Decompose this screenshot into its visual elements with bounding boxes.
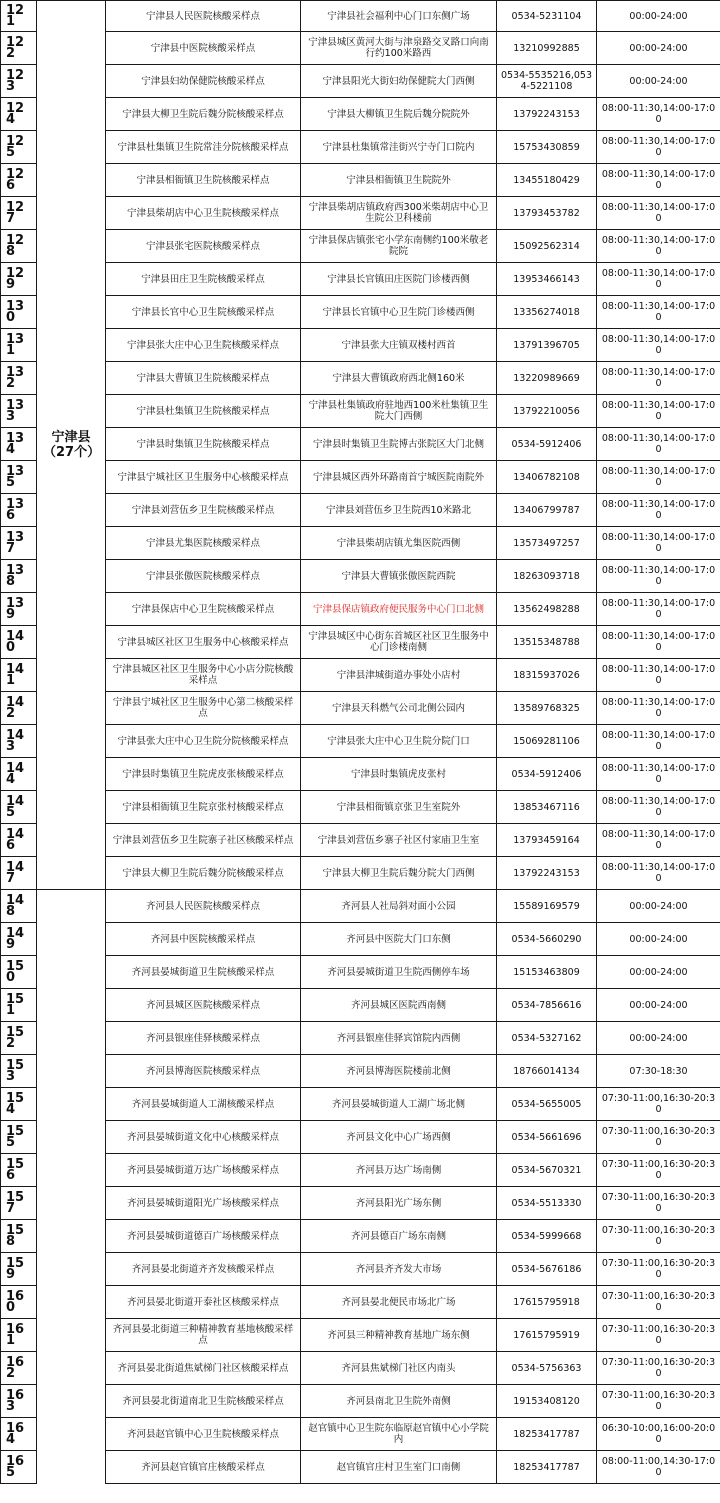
contact-phone: 15092562314 [497,230,597,263]
service-hours: 07:30-11:00,16:30-20:30 [597,1088,720,1121]
service-hours: 08:00-11:30,14:00-17:00 [597,362,720,395]
site-name: 宁津县张大庄中心卫生院分院核酸采样点 [106,725,301,758]
site-address: 齐河县万达广场南侧 [301,1154,497,1187]
table-row [1,494,720,527]
site-name: 宁津县田庄卫生院核酸采样点 [106,263,301,296]
row-number: 143 [1,725,37,758]
table-row [1,329,720,362]
site-name: 宁津县中医院核酸采样点 [106,32,301,65]
row-number: 152 [1,1022,37,1055]
row-number: 129 [1,263,37,296]
service-hours: 08:00-11:30,14:00-17:00 [597,593,720,626]
row-number: 142 [1,692,37,725]
contact-phone: 0534-5327162 [497,1022,597,1055]
service-hours: 07:30-11:00,16:30-20:30 [597,1220,720,1253]
contact-phone: 13793453782 [497,197,597,230]
site-address: 齐河县城区医院西南侧 [301,989,497,1022]
table-row [1,1319,720,1352]
site-name: 宁津县时集镇卫生院核酸采样点 [106,428,301,461]
county-cell-empty [37,923,106,956]
contact-phone: 13515348788 [497,626,597,659]
contact-phone: 18253417787 [497,1418,597,1451]
site-address: 宁津县张大庄镇双楼村西首 [301,329,497,362]
county-cell-empty [37,1451,106,1484]
county-cell-empty [37,989,106,1022]
site-address: 宁津县柴胡店镇政府西300米柴胡店中心卫生院公卫科楼前 [301,197,497,230]
table-row [1,263,720,296]
county-cell-empty [37,1187,106,1220]
service-hours: 08:00-11:30,14:00-17:00 [597,197,720,230]
site-address: 宁津县城区西外环路南首宁城医院南院外 [301,461,497,494]
county-cell-empty [37,1055,106,1088]
contact-phone: 13455180429 [497,164,597,197]
contact-phone: 18766014134 [497,1055,597,1088]
contact-phone: 0534-5912406 [497,428,597,461]
site-address: 宁津县津城街道办事处小店村 [301,659,497,692]
table-row [1,1187,720,1220]
table-row [1,461,720,494]
contact-phone: 13562498288 [497,593,597,626]
contact-phone: 0534-5535216,0534-5221108 [497,65,597,98]
site-name: 宁津县城区社区卫生服务中心小店分院核酸采样点 [106,659,301,692]
site-address: 宁津县阳光大街妇幼保健院大门西侧 [301,65,497,98]
service-hours: 00:00-24:00 [597,65,720,98]
site-name: 宁津县杜集镇卫生院常洼分院核酸采样点 [106,131,301,164]
contact-phone: 13953466143 [497,263,597,296]
county-cell-empty [37,1286,106,1319]
county-cell-empty [37,956,106,989]
site-name: 齐河县晏北街道三种精神教育基地核酸采样点 [106,1319,301,1352]
site-address: 宁津县时集镇卫生院博古张院区大门北侧 [301,428,497,461]
service-hours: 08:00-11:30,14:00-17:00 [597,659,720,692]
service-hours: 00:00-24:00 [597,1022,720,1055]
table-row [1,230,720,263]
table-row [1,1253,720,1286]
contact-phone: 18263093718 [497,560,597,593]
service-hours: 08:00-11:00,14:30-17:00 [597,1451,720,1484]
service-hours: 08:00-11:30,14:00-17:00 [597,527,720,560]
table-row [1,164,720,197]
site-address: 齐河县晏北便民市场北广场 [301,1286,497,1319]
contact-phone: 15589169579 [497,890,597,923]
site-name: 齐河县赵官镇官庄核酸采样点 [106,1451,301,1484]
service-hours: 08:00-11:30,14:00-17:00 [597,296,720,329]
site-name: 齐河县晏城街道文化中心核酸采样点 [106,1121,301,1154]
contact-phone: 18253417787 [497,1451,597,1484]
service-hours: 07:30-11:00,16:30-20:30 [597,1286,720,1319]
site-name: 齐河县晏城街道卫生院核酸采样点 [106,956,301,989]
service-hours: 06:30-10:00,16:00-20:00 [597,1418,720,1451]
site-name: 宁津县张宅医院核酸采样点 [106,230,301,263]
table-row [1,1286,720,1319]
site-address: 宁津县城区黄河大街与津泉路交叉路口向南行约100米路西 [301,32,497,65]
contact-phone: 0534-5231104 [497,1,597,32]
table-row [1,725,720,758]
site-address: 齐河县三种精神教育基地广场东侧 [301,1319,497,1352]
row-number: 145 [1,791,37,824]
site-address: 宁津县大曹镇张傲医院西院 [301,560,497,593]
contact-phone: 0534-5660290 [497,923,597,956]
table-row [1,1352,720,1385]
site-name: 宁津县大曹镇卫生院核酸采样点 [106,362,301,395]
service-hours: 00:00-24:00 [597,956,720,989]
table-row [1,791,720,824]
contact-phone: 13853467116 [497,791,597,824]
site-name: 齐河县赵官镇中心卫生院核酸采样点 [106,1418,301,1451]
row-number: 153 [1,1055,37,1088]
service-hours: 08:00-11:30,14:00-17:00 [597,98,720,131]
service-hours: 08:00-11:30,14:00-17:00 [597,692,720,725]
row-number: 148 [1,890,37,923]
site-address: 宁津县张大庄中心卫生院分院门口 [301,725,497,758]
service-hours: 07:30-11:00,16:30-20:30 [597,1253,720,1286]
table-row [1,923,720,956]
site-name: 宁津县刘营伍乡卫生院核酸采样点 [106,494,301,527]
row-number: 130 [1,296,37,329]
contact-phone: 17615795918 [497,1286,597,1319]
row-number: 156 [1,1154,37,1187]
table-row [1,956,720,989]
row-number: 154 [1,1088,37,1121]
contact-phone: 13589768325 [497,692,597,725]
service-hours: 08:00-11:30,14:00-17:00 [597,428,720,461]
table-row [1,1022,720,1055]
county-cell-empty [37,1022,106,1055]
contact-phone: 0534-5670321 [497,1154,597,1187]
county-cell-empty [37,890,106,923]
site-address: 宁津县相衙镇京张卫生室院外 [301,791,497,824]
row-number: 124 [1,98,37,131]
row-number: 140 [1,626,37,659]
site-address: 赵官镇官庄村卫生室门口南侧 [301,1451,497,1484]
service-hours: 08:00-11:30,14:00-17:00 [597,494,720,527]
contact-phone: 13791396705 [497,329,597,362]
contact-phone: 15069281106 [497,725,597,758]
row-number: 149 [1,923,37,956]
service-hours: 00:00-24:00 [597,890,720,923]
site-name: 齐河县晏北街道焦斌梯门社区核酸采样点 [106,1352,301,1385]
site-name: 宁津县大柳卫生院后魏分院核酸采样点 [106,98,301,131]
row-number: 135 [1,461,37,494]
site-name: 宁津县张傲医院核酸采样点 [106,560,301,593]
site-address: 齐河县南北卫生院外南侧 [301,1385,497,1418]
table-row [1,197,720,230]
site-address: 宁津县大柳卫生院后魏分院大门西侧 [301,857,497,890]
row-number: 138 [1,560,37,593]
row-number: 161 [1,1319,37,1352]
row-number: 122 [1,32,37,65]
site-address: 宁津县杜集镇政府驻地西100米杜集镇卫生院大门西侧 [301,395,497,428]
site-address: 宁津县长官镇中心卫生院门诊楼西侧 [301,296,497,329]
table-row [1,65,720,98]
service-hours: 07:30-11:00,16:30-20:30 [597,1352,720,1385]
site-name: 宁津县城区社区卫生服务中心核酸采样点 [106,626,301,659]
table-row [1,428,720,461]
row-number: 139 [1,593,37,626]
contact-phone: 13573497257 [497,527,597,560]
contact-phone: 0534-5513330 [497,1187,597,1220]
site-name: 齐河县晏北街道开泰社区核酸采样点 [106,1286,301,1319]
row-number: 163 [1,1385,37,1418]
table-row [1,98,720,131]
service-hours: 00:00-24:00 [597,32,720,65]
row-number: 136 [1,494,37,527]
site-address: 齐河县阳光广场东侧 [301,1187,497,1220]
county-cell: 宁津县（27个） [37,1,106,890]
row-number: 126 [1,164,37,197]
table-row [1,1451,720,1484]
contact-phone: 17615795919 [497,1319,597,1352]
site-address: 宁津县城区中心街东首城区社区卫生服务中心门诊楼南侧 [301,626,497,659]
site-name: 齐河县博海医院核酸采样点 [106,1055,301,1088]
site-name: 宁津县宁城社区卫生服务中心第二核酸采样点 [106,692,301,725]
site-address: 宁津县杜集镇常洼街兴宁寺门口院内 [301,131,497,164]
site-address: 齐河县博海医院楼前北侧 [301,1055,497,1088]
row-number: 128 [1,230,37,263]
row-number: 137 [1,527,37,560]
row-number: 125 [1,131,37,164]
county-cell-empty [37,1253,106,1286]
contact-phone: 13792243153 [497,857,597,890]
table-row [1,560,720,593]
row-number: 144 [1,758,37,791]
site-address: 齐河县人社局斜对面小公园 [301,890,497,923]
table-row [1,1121,720,1154]
row-number: 132 [1,362,37,395]
service-hours: 08:00-11:30,14:00-17:00 [597,626,720,659]
site-address: 宁津县社会福利中心门口东侧广场 [301,1,497,32]
site-name: 宁津县长官中心卫生院核酸采样点 [106,296,301,329]
site-name: 齐河县晏城街道阳光广场核酸采样点 [106,1187,301,1220]
site-name: 齐河县晏城街道人工湖核酸采样点 [106,1088,301,1121]
service-hours: 00:00-24:00 [597,1,720,32]
row-number: 159 [1,1253,37,1286]
row-number: 134 [1,428,37,461]
contact-phone: 15753430859 [497,131,597,164]
table-row [1,758,720,791]
service-hours: 07:30-11:00,16:30-20:30 [597,1187,720,1220]
service-hours: 08:00-11:30,14:00-17:00 [597,725,720,758]
service-hours: 08:00-11:30,14:00-17:00 [597,857,720,890]
service-hours: 00:00-24:00 [597,923,720,956]
site-name: 宁津县尤集医院核酸采样点 [106,527,301,560]
site-address: 宁津县大曹镇政府西北侧160米 [301,362,497,395]
table-row [1,824,720,857]
site-name: 宁津县相衙镇卫生院京张村核酸采样点 [106,791,301,824]
row-number: 133 [1,395,37,428]
row-number: 157 [1,1187,37,1220]
site-address: 宁津县保店镇张宅小学东南侧约100米敬老院院 [301,230,497,263]
site-name: 齐河县晏城街道万达广场核酸采样点 [106,1154,301,1187]
table-row [1,1088,720,1121]
county-cell-empty [37,1352,106,1385]
row-number: 160 [1,1286,37,1319]
service-hours: 07:30-11:00,16:30-20:30 [597,1319,720,1352]
table-row [1,626,720,659]
contact-phone: 13220989669 [497,362,597,395]
contact-phone: 19153408120 [497,1385,597,1418]
county-cell-empty [37,1088,106,1121]
service-hours: 08:00-11:30,14:00-17:00 [597,164,720,197]
county-cell-empty [37,1220,106,1253]
row-number: 164 [1,1418,37,1451]
site-address: 齐河县齐齐发大市场 [301,1253,497,1286]
table-row [1,1154,720,1187]
county-cell-empty [37,1418,106,1451]
table-row [1,362,720,395]
site-name: 宁津县妇幼保健院核酸采样点 [106,65,301,98]
site-name: 宁津县保店中心卫生院核酸采样点 [106,593,301,626]
table-row [1,32,720,65]
service-hours: 07:30-18:30 [597,1055,720,1088]
site-name: 齐河县晏北街道南北卫生院核酸采样点 [106,1385,301,1418]
site-name: 宁津县杜集镇卫生院核酸采样点 [106,395,301,428]
table-row [1,1385,720,1418]
site-name: 宁津县人民医院核酸采样点 [106,1,301,32]
site-name: 齐河县人民医院核酸采样点 [106,890,301,923]
table-row [1,131,720,164]
row-number: 131 [1,329,37,362]
county-cell-empty [37,1319,106,1352]
table-row [1,890,720,923]
service-hours: 08:00-11:30,14:00-17:00 [597,461,720,494]
row-number: 150 [1,956,37,989]
site-address: 宁津县柴胡店镇尤集医院西侧 [301,527,497,560]
table-row [1,395,720,428]
row-number: 165 [1,1451,37,1484]
table-row [1,296,720,329]
table-row [1,1418,720,1451]
table-row [1,1220,720,1253]
service-hours: 08:00-11:30,14:00-17:00 [597,230,720,263]
service-hours: 08:00-11:30,14:00-17:00 [597,758,720,791]
site-address: 齐河县中医院大门口东侧 [301,923,497,956]
table-row [1,989,720,1022]
table-body [1,1,720,1484]
row-number: 141 [1,659,37,692]
contact-phone: 0534-5661696 [497,1121,597,1154]
contact-phone: 18315937026 [497,659,597,692]
site-address: 宁津县时集镇虎皮张村 [301,758,497,791]
row-number: 123 [1,65,37,98]
row-number: 151 [1,989,37,1022]
site-address: 齐河县银座佳驿宾馆院内西侧 [301,1022,497,1055]
contact-phone: 15153463809 [497,956,597,989]
site-name: 齐河县中医院核酸采样点 [106,923,301,956]
county-cell-empty [37,1121,106,1154]
service-hours: 08:00-11:30,14:00-17:00 [597,329,720,362]
site-name: 宁津县张大庄中心卫生院核酸采样点 [106,329,301,362]
site-name: 宁津县时集镇卫生院虎皮张核酸采样点 [106,758,301,791]
service-hours: 00:00-24:00 [597,989,720,1022]
site-address: 宁津县长官镇田庄医院门诊楼西侧 [301,263,497,296]
site-address: 齐河县晏城街道卫生院西侧停车场 [301,956,497,989]
site-address: 齐河县焦斌梯门社区内南头 [301,1352,497,1385]
site-name: 宁津县宁城社区卫生服务中心核酸采样点 [106,461,301,494]
service-hours: 08:00-11:30,14:00-17:00 [597,395,720,428]
contact-phone: 13793459164 [497,824,597,857]
site-name: 齐河县银座佳驿核酸采样点 [106,1022,301,1055]
site-address: 齐河县德百广场东南侧 [301,1220,497,1253]
site-name: 宁津县刘营伍乡卫生院寨子社区核酸采样点 [106,824,301,857]
row-number: 162 [1,1352,37,1385]
contact-phone: 0534-7856616 [497,989,597,1022]
service-hours: 08:00-11:30,14:00-17:00 [597,131,720,164]
site-address: 齐河县文化中心广场西侧 [301,1121,497,1154]
site-address: 宁津县刘营伍乡寨子社区付家庙卫生室 [301,824,497,857]
row-number: 146 [1,824,37,857]
site-name: 宁津县相衙镇卫生院核酸采样点 [106,164,301,197]
table-row [1,527,720,560]
contact-phone: 0534-5999668 [497,1220,597,1253]
contact-phone: 0534-5676186 [497,1253,597,1286]
service-hours: 08:00-11:30,14:00-17:00 [597,263,720,296]
table-row [1,593,720,626]
county-cell-empty [37,1154,106,1187]
contact-phone: 13406782108 [497,461,597,494]
contact-phone: 0534-5655005 [497,1088,597,1121]
contact-phone: 0534-5912406 [497,758,597,791]
row-number: 127 [1,197,37,230]
contact-phone: 0534-5756363 [497,1352,597,1385]
contact-phone: 13792210056 [497,395,597,428]
contact-phone: 13210992885 [497,32,597,65]
site-address: 宁津县天科燃气公司北侧公园内 [301,692,497,725]
site-address: 宁津县保店镇政府便民服务中心门口北侧 [301,593,497,626]
row-number: 158 [1,1220,37,1253]
site-name: 宁津县大柳卫生院后魏分院核酸采样点 [106,857,301,890]
site-name: 齐河县晏城街道德百广场核酸采样点 [106,1220,301,1253]
site-address: 齐河县晏城街道人工湖广场北侧 [301,1088,497,1121]
site-name: 宁津县柴胡店中心卫生院核酸采样点 [106,197,301,230]
county-cell-empty [37,1385,106,1418]
contact-phone: 13356274018 [497,296,597,329]
service-hours: 07:30-11:00,16:30-20:30 [597,1154,720,1187]
site-address: 宁津县相衙镇卫生院院外 [301,164,497,197]
site-name: 齐河县城区医院核酸采样点 [106,989,301,1022]
site-name: 齐河县晏北街道齐齐发核酸采样点 [106,1253,301,1286]
site-address: 赵官镇中心卫生院东临原赵官镇中心小学院内 [301,1418,497,1451]
service-hours: 08:00-11:30,14:00-17:00 [597,824,720,857]
table-row [1,1,720,32]
service-hours: 07:30-11:00,16:30-20:30 [597,1385,720,1418]
table-row [1,659,720,692]
table-row [1,692,720,725]
row-number: 155 [1,1121,37,1154]
row-number: 121 [1,1,37,32]
contact-phone: 13792243153 [497,98,597,131]
service-hours: 07:30-11:00,16:30-20:30 [597,1121,720,1154]
service-hours: 08:00-11:30,14:00-17:00 [597,791,720,824]
site-address: 宁津县刘营伍乡卫生院西10米路北 [301,494,497,527]
table-row [1,1055,720,1088]
contact-phone: 13406799787 [497,494,597,527]
row-number: 147 [1,857,37,890]
site-address: 宁津县大柳镇卫生院后魏分院院外 [301,98,497,131]
service-hours: 08:00-11:30,14:00-17:00 [597,560,720,593]
table-row [1,857,720,890]
